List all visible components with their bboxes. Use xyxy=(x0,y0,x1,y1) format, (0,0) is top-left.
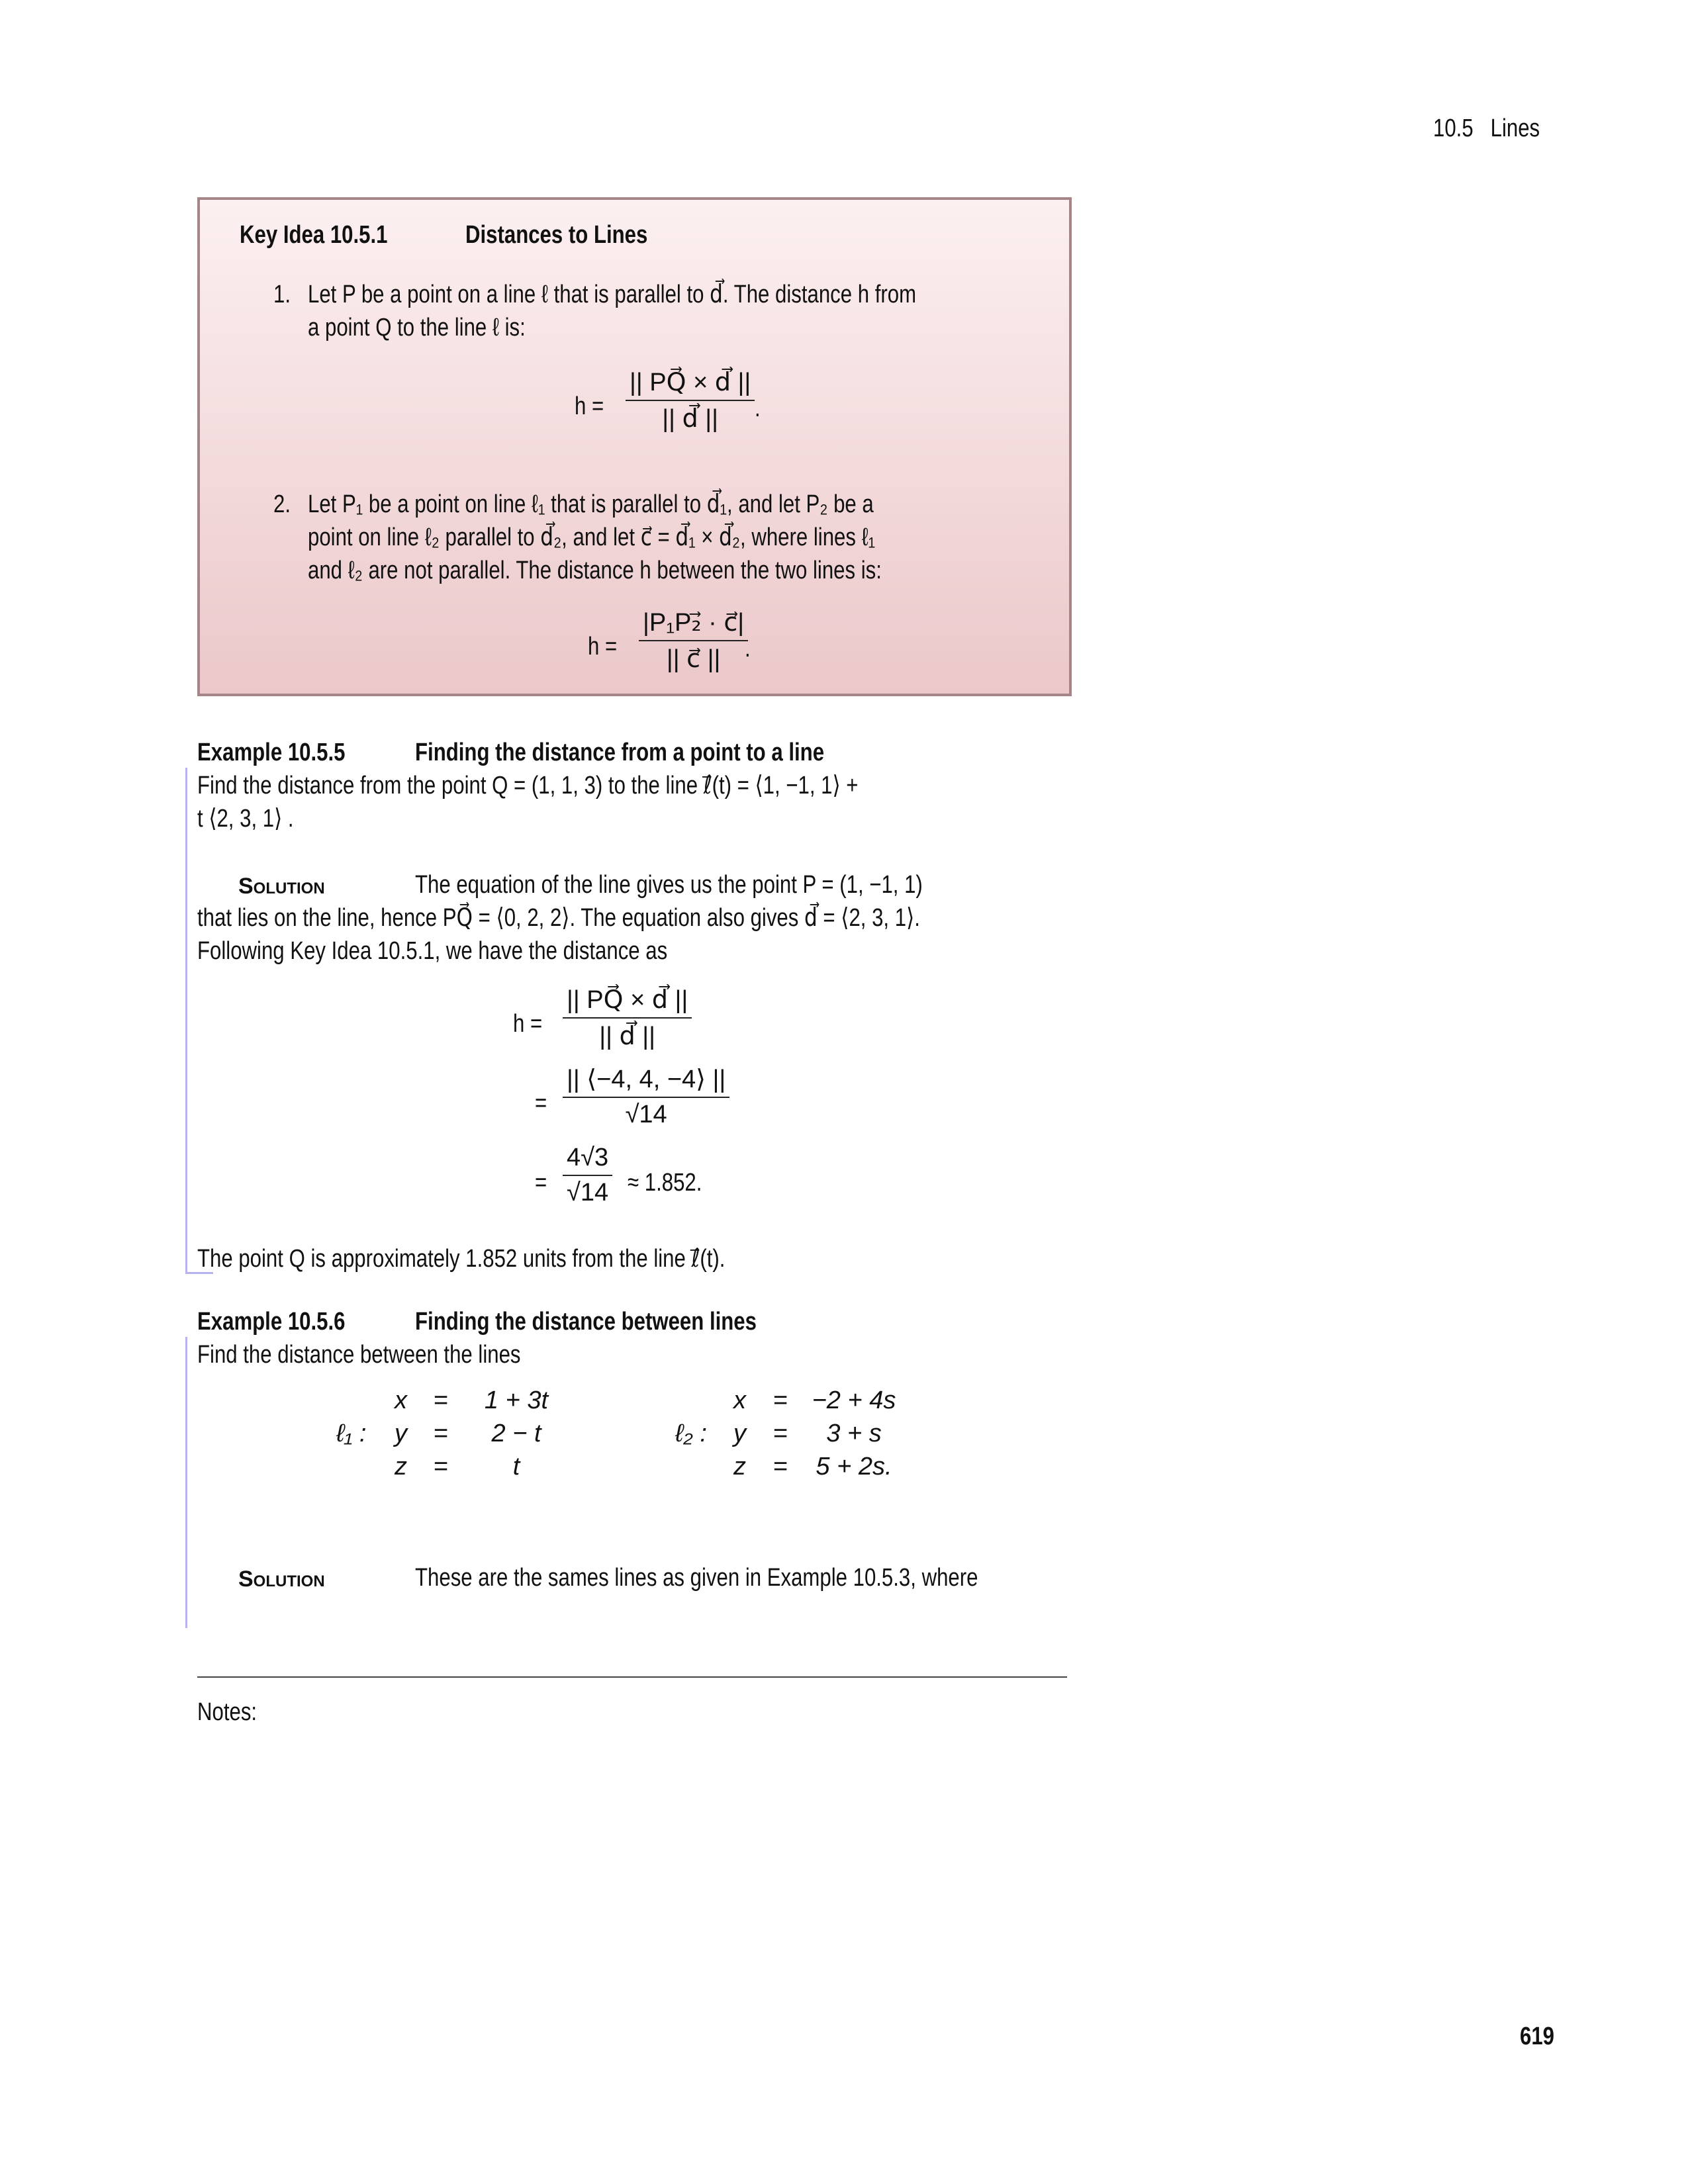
system-variable: x xyxy=(395,1387,407,1414)
system-expression: 2 − t xyxy=(491,1420,541,1447)
item-number: 1. xyxy=(273,281,291,308)
system-variable: x xyxy=(733,1387,746,1414)
section-title: Lines xyxy=(1490,114,1540,142)
system-expression: −2 + 4s xyxy=(812,1387,896,1414)
example-title: Finding the distance from a point to a line xyxy=(415,739,825,766)
key-idea-box xyxy=(197,197,1072,696)
eq-lhs: h = xyxy=(513,1010,543,1038)
system-expression: 5 + 2s. xyxy=(816,1453,892,1480)
solution-text: Following Key Idea 10.5.1, we have the distance as xyxy=(197,937,668,965)
solution-text: The equation of the line gives us the point P = (1, −1, 1) xyxy=(415,871,923,899)
example-text: t ⟨2, 3, 1⟩ . xyxy=(197,805,294,833)
system-expression: t xyxy=(512,1453,520,1480)
example-text: Find the distance between the lines xyxy=(197,1341,521,1369)
system-equals: = xyxy=(434,1453,449,1480)
system-equals: = xyxy=(773,1387,788,1414)
eq-fraction-3 xyxy=(563,1144,612,1207)
formula-period: . xyxy=(745,635,751,662)
numerator: |P₁P₂⃗ · c⃗| xyxy=(639,608,748,641)
example-margin-bar xyxy=(185,1337,187,1628)
formula-lhs: h = xyxy=(588,633,618,660)
eq-fraction-1 xyxy=(563,985,692,1051)
system-expression: 1 + 3t xyxy=(484,1387,549,1414)
denominator: || c⃗ || xyxy=(666,645,721,673)
eq-fraction-2 xyxy=(563,1064,729,1129)
item1-line: a point Q to the line ℓ is: xyxy=(308,314,526,341)
formula-lhs: h = xyxy=(575,392,604,420)
eq-approx: ≈ 1.852. xyxy=(628,1169,702,1197)
example-margin-bar xyxy=(185,768,187,1274)
example-label: Example 10.5.5 xyxy=(197,739,346,766)
system-equals: = xyxy=(434,1387,449,1414)
system-expression: 3 + s xyxy=(826,1420,882,1447)
denominator: || d⃗ || xyxy=(662,405,719,433)
solution-label: Solution xyxy=(238,1567,325,1592)
system-variable: y xyxy=(395,1420,407,1447)
solution-label: Solution xyxy=(238,874,325,899)
example-title: Finding the distance between lines xyxy=(415,1308,757,1336)
formula2-fraction xyxy=(639,608,748,674)
numerator: || PQ⃗ × d⃗ || xyxy=(626,367,755,401)
item2-line: and ℓ₂ are not parallel. The distance h between the two lines is: xyxy=(308,557,882,584)
notes-divider xyxy=(197,1676,1067,1678)
numerator: || ⟨−4, 4, −4⟩ || xyxy=(563,1064,729,1098)
running-header xyxy=(1433,114,1540,143)
solution-text: that lies on the line, hence PQ⃗ = ⟨0, 2, 2⟩. The equation also gives d⃗ = ⟨2, 3, 1⟩. xyxy=(197,904,920,932)
system-variable: y xyxy=(733,1420,746,1447)
numerator: 4√3 xyxy=(563,1144,612,1176)
solution-text: These are the sames lines as given in Example 10.5.3, where xyxy=(415,1564,978,1592)
item2-line: Let P₁ be a point on line ℓ₁ that is parallel to d⃗₁, and let P₂ be a xyxy=(308,490,874,518)
formula-period: . xyxy=(755,394,761,422)
example-label: Example 10.5.6 xyxy=(197,1308,346,1336)
denominator: √14 xyxy=(625,1101,667,1128)
denominator: √14 xyxy=(567,1179,609,1206)
section-number: 10.5 xyxy=(1433,114,1474,142)
conclusion-text: The point Q is approximately 1.852 units from the line ℓ⃗(t). xyxy=(197,1245,726,1273)
line2-name: ℓ₂ : xyxy=(675,1420,707,1447)
system-variable: z xyxy=(733,1453,746,1480)
item1-line: Let P be a point on a line ℓ that is parallel to d⃗. The distance h from xyxy=(308,281,917,308)
system-equals: = xyxy=(434,1420,449,1447)
example-text: Find the distance from the point Q = (1, 1, 3) to the line ℓ⃗(t) = ⟨1, −1, 1⟩ + xyxy=(197,772,859,799)
notes-label: Notes: xyxy=(197,1698,258,1726)
line1-name: ℓ₁ : xyxy=(336,1420,367,1447)
numerator: || PQ⃗ × d⃗ || xyxy=(563,985,692,1019)
formula1-fraction xyxy=(626,367,755,433)
system-variable: z xyxy=(395,1453,407,1480)
system-equals: = xyxy=(773,1453,788,1480)
eq-sign: = xyxy=(535,1089,547,1117)
key-idea-label: Key Idea 10.5.1 xyxy=(240,221,388,249)
system-equals: = xyxy=(773,1420,788,1447)
key-idea-title: Distances to Lines xyxy=(465,221,648,249)
denominator: || d⃗ || xyxy=(599,1023,656,1050)
page-number: 619 xyxy=(1520,2023,1554,2050)
item2-line: point on line ℓ₂ parallel to d⃗₂, and let c⃗ = d⃗₁ × d⃗₂, where lines ℓ₁ xyxy=(308,523,876,551)
item-number: 2. xyxy=(273,490,291,518)
eq-sign: = xyxy=(535,1169,547,1197)
